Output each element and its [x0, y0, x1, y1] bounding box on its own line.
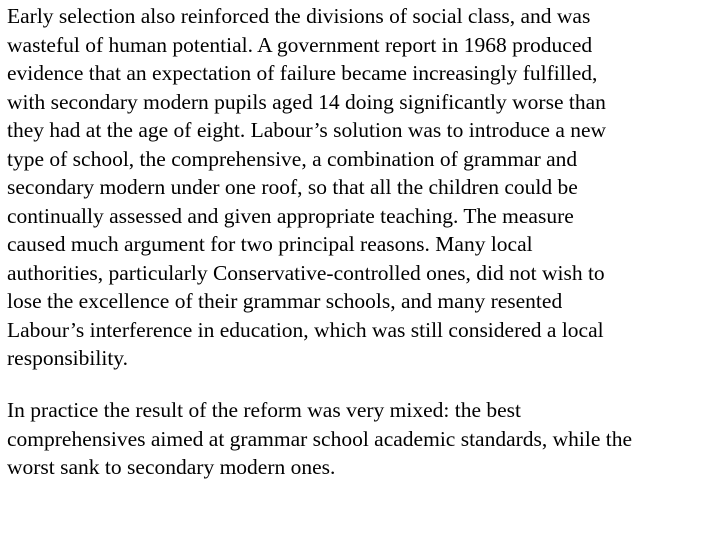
paragraph-2: [7, 396, 632, 482]
text-line: responsibility.: [7, 346, 129, 370]
text-line: worst sank to secondary modern ones.: [7, 455, 336, 479]
text-line: they had at the age of eight. Labour’s solution was to introduce a new: [7, 118, 607, 142]
text-line: Early selection also reinforced the divisions of social class, and was: [7, 4, 591, 28]
text-line: wasteful of human potential. A government report in 1968 produced: [7, 32, 593, 57]
paragraph-1: [7, 2, 606, 373]
text-line: lose the excellence of their grammar schools, and many resented: [7, 289, 563, 313]
text-line: caused much argument for two principal reasons. Many local: [7, 232, 533, 256]
text-line: secondary modern under one roof, so that all the children could be: [7, 175, 578, 199]
text-line: In practice the result of the reform was very mixed: the best: [7, 398, 522, 422]
text-line: comprehensives aimed at grammar school academic standards, while the: [7, 426, 633, 451]
text-line: continually assessed and given appropriate teaching. The measure: [7, 203, 574, 228]
text-line: Labour’s interference in education, which was still considered a local: [7, 317, 604, 342]
text-line: authorities, particularly Conservative-controlled ones, did not wish to: [7, 260, 605, 285]
text-line: with secondary modern pupils aged 14 doing significantly worse than: [7, 89, 606, 114]
text-line: evidence that an expectation of failure became increasingly fulfilled,: [7, 61, 598, 85]
text-line: type of school, the comprehensive, a combination of grammar and: [7, 146, 578, 171]
